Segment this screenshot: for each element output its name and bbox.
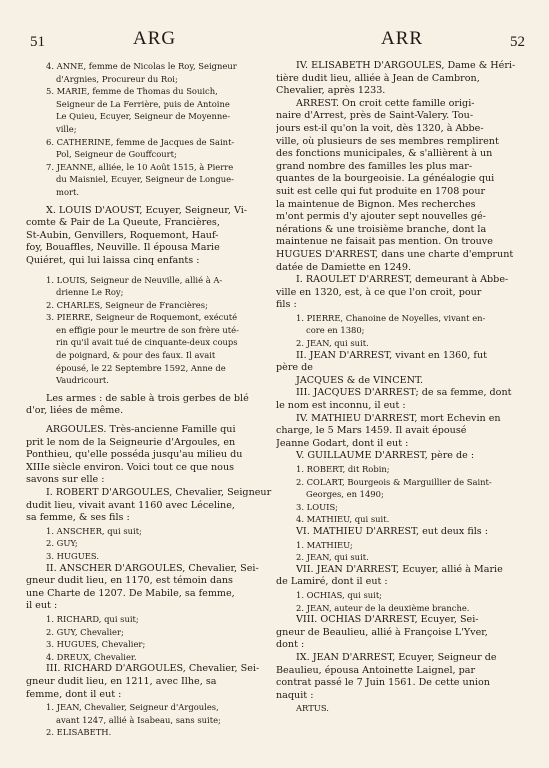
left-column-line: Seigneur de La Ferrière, puis de Antoine <box>56 98 230 109</box>
right-column-line: ARREST. On croit cette famille origi- <box>296 97 475 109</box>
left-column-line: en effigie pour le meurtre de son frère uté- <box>56 324 239 335</box>
left-column-line: sa femme, & ses fils : <box>26 512 130 524</box>
left-column-line: savons sur elle : <box>26 474 105 486</box>
right-column-line: Jeanne Godart, dont il eut : <box>276 437 409 449</box>
right-column-line: VI. MATHIEU D'ARREST, eut deux fils : <box>296 525 488 537</box>
right-column-line: quantes de la bourgeoisie. La généalogie qui <box>276 173 495 185</box>
right-column-line: IV. ELISABETH D'ARGOULES, Dame & Héri- <box>296 60 516 71</box>
left-column-line: 1. ANSCHER, qui suit; <box>46 525 142 536</box>
left-column-line: X. LOUIS D'AOUST, Ecuyer, Seigneur, Vi- <box>46 204 248 216</box>
right-column-line: dont : <box>276 639 305 651</box>
left-column-line: 2. GUY; <box>46 538 78 549</box>
left-column-line: 2. ELISABETH. <box>46 727 112 738</box>
right-column-line: suit est celle qui fut produite en 1708 pour <box>276 185 486 197</box>
left-column-line: il eut : <box>26 600 58 612</box>
left-column-line: 3. HUGUES. <box>46 550 99 561</box>
left-column-line: comte & Pair de La Queute, Francières, <box>26 217 220 229</box>
left-column-line: St-Aubin, Genvillers, Roquemont, Hauf- <box>26 229 219 241</box>
left-column-line: 6. CATHERINE, femme de Jacques de Saint- <box>46 136 235 147</box>
left-column-line: mort. <box>56 186 80 197</box>
right-column-line: 4. MATHIEU, qui suit. <box>296 514 390 525</box>
left-column-line: 4. DREUX, Chevalier. <box>46 651 137 662</box>
left-column-line: 3. HUGUES, Chevalier; <box>46 639 146 650</box>
right-column-line: Chevalier, après 1233. <box>276 85 386 97</box>
right-column-line: III. JACQUES D'ARREST; de sa femme, dont <box>296 387 512 399</box>
right-column-line: HUGUES D'ARREST, dans une charte d'emprunt <box>276 248 514 260</box>
right-column-line: 2. JEAN, auteur de la deuxième branche. <box>296 602 470 613</box>
left-column-line: Vaudricourt. <box>56 375 109 386</box>
right-column-line: naire d'Arrest, près de Saint-Valery. Tou- <box>276 110 474 122</box>
right-column-line: fils : <box>276 299 297 311</box>
left-page-number: 51 <box>30 34 45 50</box>
left-column-line: rin qu'il avait tué de cinquante-deux coups <box>56 337 238 348</box>
right-column-line: la maintenue de Bignon. Mes recherches <box>276 198 476 210</box>
left-column-line: femme, dont il eut : <box>26 688 122 700</box>
left-column-line: 2. CHARLES, Seigneur de Francières; <box>46 299 208 310</box>
left-text-column <box>26 60 272 739</box>
left-column-line: drienne Le Roy; <box>56 287 124 298</box>
left-running-head: ARG <box>133 28 177 49</box>
right-column-line: I. RAOULET D'ARREST, demeurant à Abbe- <box>296 274 509 286</box>
right-column-line: m'ont permis d'y ajouter sept nouvelles gé- <box>276 211 486 223</box>
right-column-line: VIII. OCHIAS D'ARREST, Ecuyer, Sei- <box>296 614 479 626</box>
right-column-line: gneur de Beaulieu, allié à Françoise L'Yver, <box>276 626 488 638</box>
right-column-line: 2. JEAN, qui suit. <box>296 338 369 349</box>
right-column-line: 1. PIERRE, Chanoine de Noyelles, vivant en- <box>296 312 486 323</box>
left-column-line: Les armes : de sable à trois gerbes de blé <box>46 392 249 404</box>
right-column-line: le nom est inconnu, il eut : <box>276 400 406 412</box>
right-column-line: 1. MATHIEU; <box>296 539 353 550</box>
right-column-line: II. JEAN D'ARREST, vivant en 1360, fut <box>296 349 487 361</box>
left-column-line: ARGOULES. Très-ancienne Famille qui <box>46 424 236 436</box>
left-column-line: 1. JEAN, Chevalier, Seigneur d'Argoules, <box>46 702 219 713</box>
left-column-line: du Maisniel, Ecuyer, Seigneur de Longue- <box>56 174 234 185</box>
right-column-line: IX. JEAN D'ARREST, Ecuyer, Seigneur de <box>296 651 497 663</box>
right-column-line: tière dudit lieu, alliée à Jean de Cambron, <box>276 72 480 84</box>
left-column-line: 7. JEANNE, alliée, le 10 Août 1515, à Pierre <box>46 161 234 172</box>
left-column-line: 4. ANNE, femme de Nicolas le Roy, Seigneur <box>46 61 237 71</box>
right-column-line: contrat passé le 7 Juin 1561. De cette union <box>276 677 490 689</box>
left-column-line: gneur dudit lieu, en 1170, est témoin dans <box>26 575 233 587</box>
left-column-line: I. ROBERT D'ARGOULES, Chevalier, Seigneur <box>46 487 272 498</box>
left-column-line: Pol, Seigneur de Gouffcourt; <box>56 149 177 160</box>
left-column-line: 2. GUY, Chevalier; <box>46 626 124 637</box>
left-column-line: d'Argnies, Procureur du Roi; <box>56 73 178 84</box>
left-column-line: Ponthieu, qu'elle posséda jusqu'au milieu du <box>26 449 243 461</box>
left-column-line: Le Quieu, Ecuyer, Seigneur de Moyenne- <box>56 111 231 122</box>
left-column-line: II. ANSCHER D'ARGOULES, Chevalier, Sei- <box>46 562 259 574</box>
right-column-line: nérations & une troisième branche, dont la <box>276 223 487 235</box>
left-column-line: 3. PIERRE, Seigneur de Roquemont, exécuté <box>46 312 238 323</box>
left-column-line: Quiéret, qui lui laissa cinq enfants : <box>26 254 200 266</box>
right-column-line: ville en 1320, est, à ce que l'on croit, pour <box>276 286 482 298</box>
left-column-line: XIIIe siècle environ. Voici tout ce que nous <box>26 461 235 473</box>
left-column-line: prit le nom de la Seigneurie d'Argoules, en <box>26 436 236 448</box>
left-column-line: ville; <box>56 123 77 134</box>
left-column-line: avant 1247, allié à Isabeau, sans suite; <box>56 714 221 725</box>
right-column-line: ARTUS. <box>296 703 329 714</box>
right-column-line: 1. OCHIAS, qui suit; <box>296 589 383 600</box>
right-column-line: 1. ROBERT, dit Robin; <box>296 464 390 474</box>
right-column-line: grand nombre des familles les plus mar- <box>276 160 473 172</box>
left-column-line: III. RICHARD D'ARGOULES, Chevalier, Sei- <box>46 663 260 675</box>
right-column-line: charge, le 5 Mars 1459. Il avait épousé <box>276 425 467 437</box>
right-column-line: core en 1380; <box>306 325 365 336</box>
right-column-line: V. GUILLAUME D'ARREST, père de : <box>296 450 475 462</box>
right-column-line: jours est-il qu'on la voit, dès 1320, à Abbe- <box>276 122 484 134</box>
right-column-line: naquit : <box>276 689 314 701</box>
right-column-line: Beaulieu, épousa Antoinette Laignel, par <box>276 664 476 676</box>
right-running-head: ARR <box>381 28 424 49</box>
right-column-line: JACQUES & de VINCENT. <box>296 374 424 386</box>
right-column-line: Georges, en 1490; <box>306 489 384 500</box>
right-column-line: IV. MATHIEU D'ARREST, mort Échevin en <box>296 412 501 424</box>
right-column-line: 2. JEAN, qui suit. <box>296 552 369 563</box>
left-column-line: d'or, liées de même. <box>26 405 124 417</box>
right-page-number: 52 <box>510 34 525 50</box>
left-column-line: épousé, le 22 Septembre 1592, Anne de <box>56 362 226 373</box>
right-column-line: de Lamiré, dont il eut : <box>276 576 388 588</box>
left-column-line: une Charte de 1207. De Mabile, sa femme, <box>26 587 235 599</box>
right-column-line: ville, où plusieurs de ses membres remplirent <box>276 135 499 147</box>
left-column-line: 1. RICHARD, qui suit; <box>46 613 139 624</box>
left-column-line: 1. LOUIS, Seigneur de Neuville, allié à A- <box>46 274 223 285</box>
left-column-line: 5. MARIE, femme de Thomas du Souich, <box>46 86 218 97</box>
right-column-line: père de <box>276 362 313 374</box>
left-column-line: gneur dudit lieu, en 1211, avec Ilhe, sa <box>26 675 217 687</box>
right-column-line: VII. JEAN D'ARREST, Ecuyer, allié à Marie <box>296 563 503 575</box>
right-column-line: maintenue ne faisait pas mention. On trouve <box>276 236 493 248</box>
right-text-column <box>276 60 526 715</box>
left-column-line: de poignard, & pour des faux. Il avait <box>56 350 216 361</box>
right-column-line: des fonctions municipales, & s'allièrent à un <box>276 148 493 160</box>
left-column-line: foy, Bouaffles, Neuville. Il épousa Marie <box>26 242 220 254</box>
right-column-line: 2. COLART, Bourgeois & Marguillier de Saint- <box>296 476 492 487</box>
right-column-line: datée de Damiette en 1249. <box>276 261 412 273</box>
right-column-line: 3. LOUIS; <box>296 501 339 512</box>
left-column-line: dudit lieu, vivait avant 1160 avec Léceline, <box>26 499 235 511</box>
